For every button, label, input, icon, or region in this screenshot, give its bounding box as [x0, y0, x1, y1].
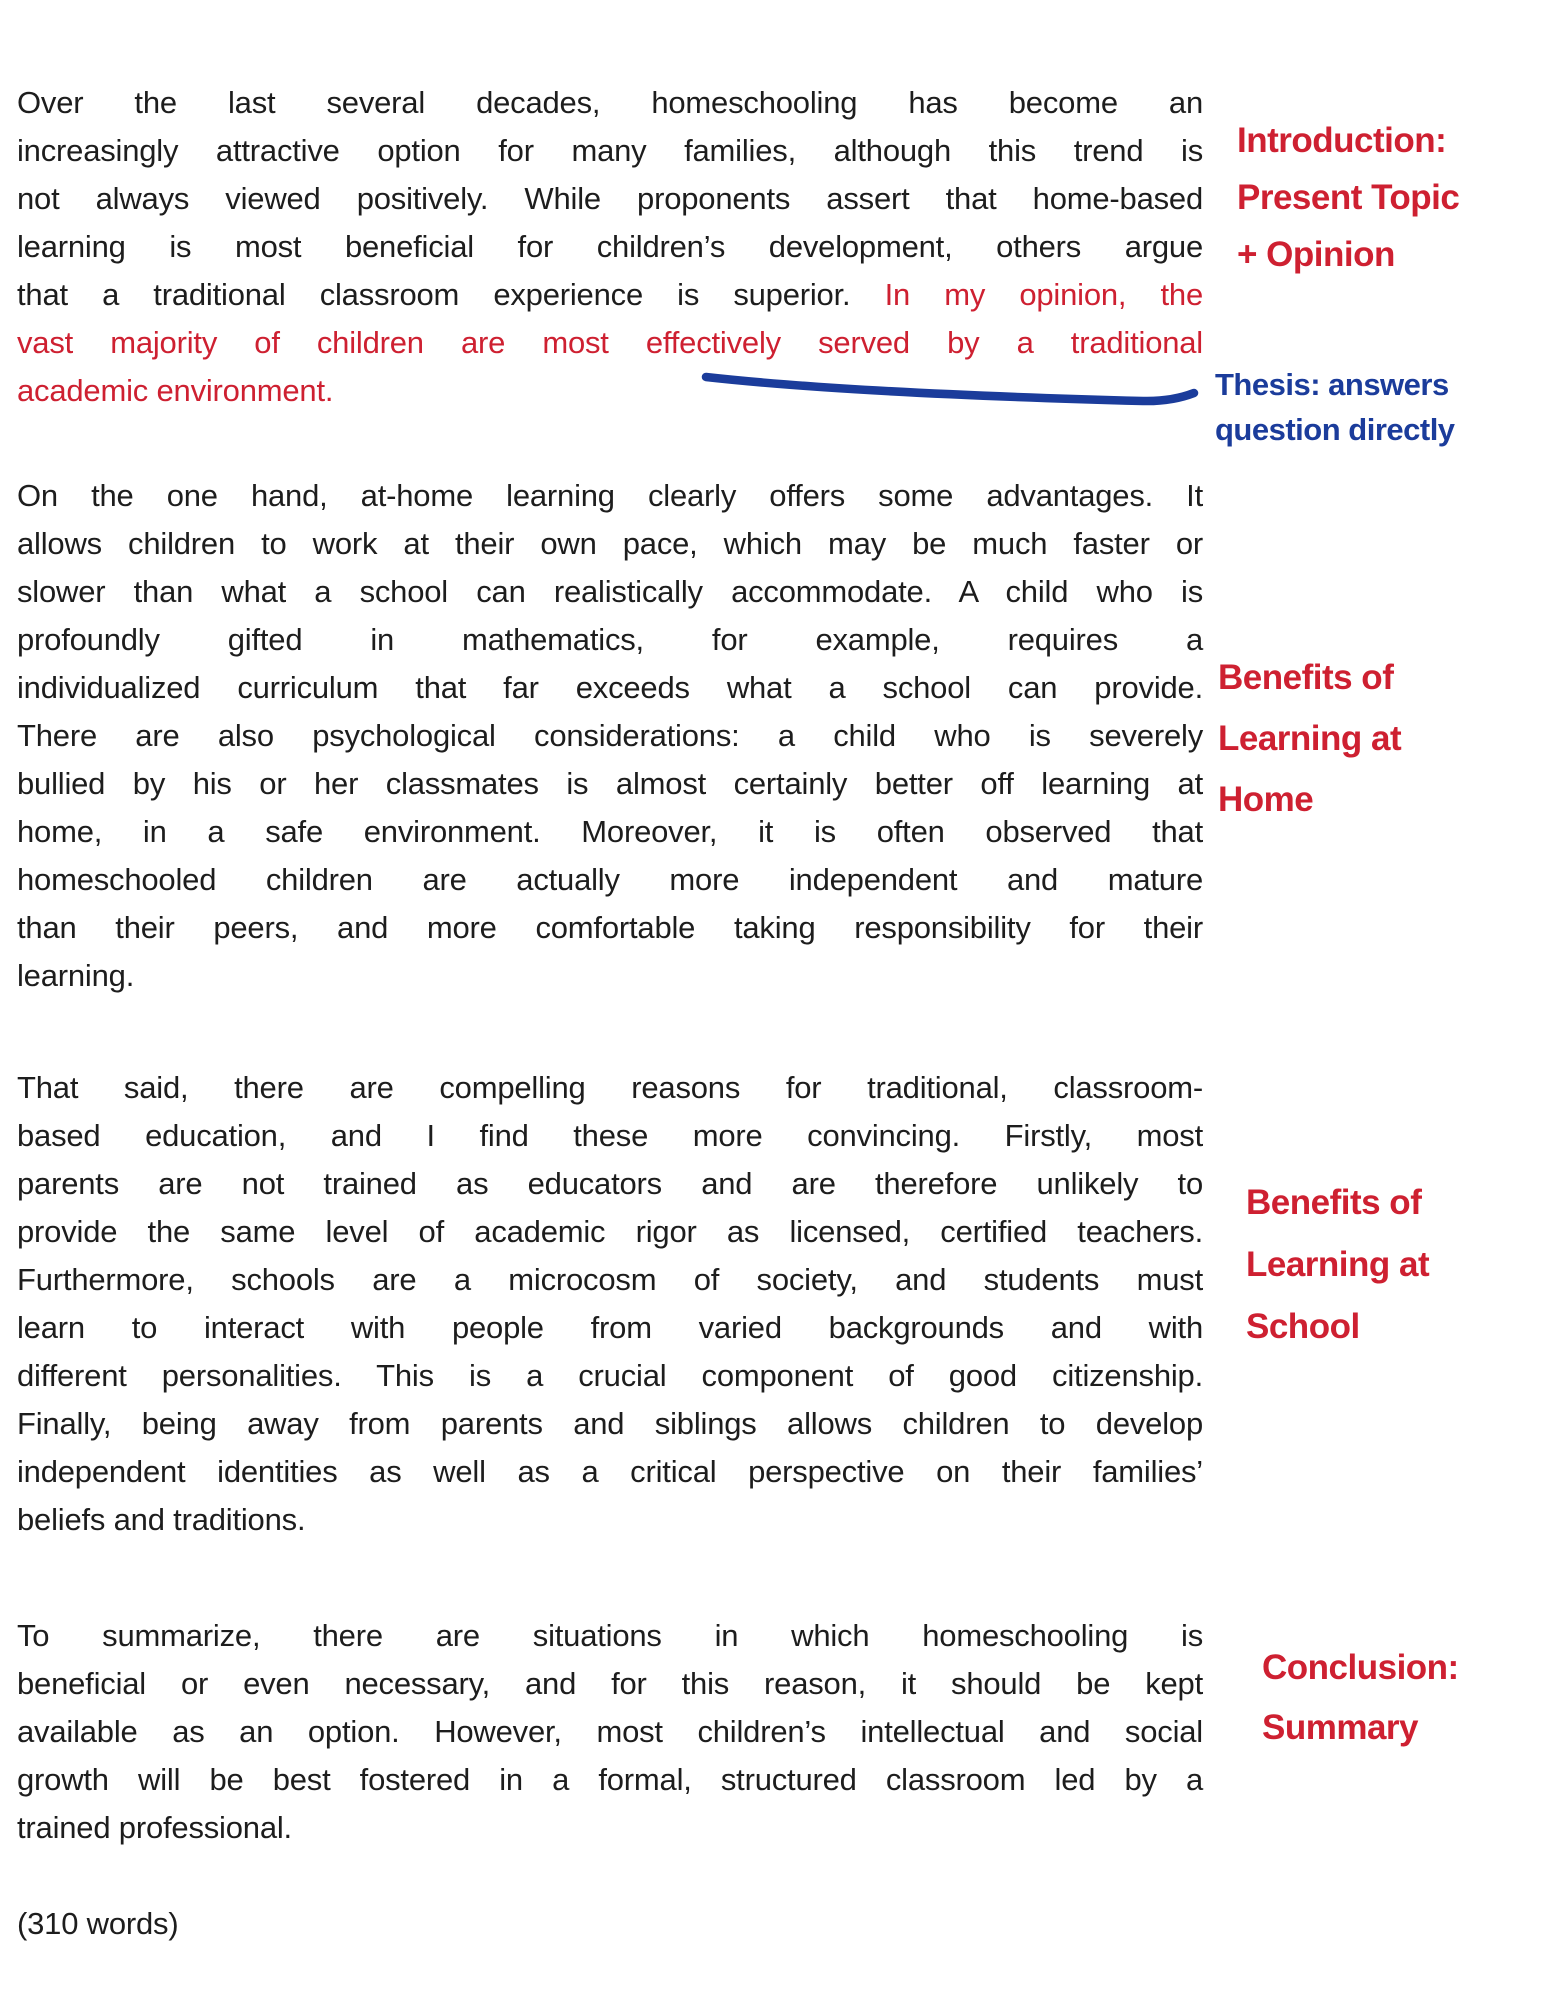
- essay-line: [17, 1756, 1203, 1804]
- essay-segment: provide the same level of academic rigor as licensed, certified teachers.: [17, 1214, 1203, 1249]
- essay-line: [17, 856, 1203, 904]
- essay-line: [17, 472, 1203, 520]
- essay-line: [17, 271, 1203, 319]
- essay-segment: learning.: [17, 958, 135, 993]
- essay-segment: growth will be best fostered in a formal, structured classroom led by a: [17, 1762, 1203, 1797]
- essay-line: [17, 808, 1203, 856]
- annotation-benefits-school: [1246, 1172, 1429, 1358]
- essay-line: [17, 1708, 1203, 1756]
- essay-segment: homeschooled children are actually more independent and mature: [17, 862, 1203, 897]
- essay-line: [17, 1612, 1203, 1660]
- essay-segment: available as an option. However, most children’s intellectual and social: [17, 1714, 1203, 1749]
- essay-line: [17, 616, 1203, 664]
- essay-line: [17, 712, 1203, 760]
- essay-segment: That said, there are compelling reasons for traditional, classroom-: [17, 1070, 1203, 1105]
- annotation-line: Present Topic: [1237, 178, 1460, 217]
- annotation-line: Benefits of: [1246, 1183, 1422, 1222]
- essay-line: [17, 664, 1203, 712]
- essay-line: [17, 1804, 1203, 1852]
- essay-paragraph: [17, 1612, 1203, 1852]
- essay-segment: trained professional.: [17, 1810, 292, 1845]
- essay-line: [17, 1496, 1203, 1544]
- annotation-line: Summary: [1262, 1708, 1419, 1747]
- annotation-line: Conclusion:: [1262, 1648, 1459, 1687]
- essay-line: [17, 1112, 1203, 1160]
- annotation-line: Learning at: [1218, 719, 1402, 758]
- essay-segment: home, in a safe environment. Moreover, it is often observed that: [17, 814, 1203, 849]
- annotation-line: School: [1246, 1307, 1360, 1346]
- essay-line: [17, 1304, 1203, 1352]
- essay-segment: allows children to work at their own pace, which may be much faster or: [17, 526, 1203, 561]
- essay-line: [17, 1160, 1203, 1208]
- annotation-line: Home: [1218, 780, 1314, 819]
- essay-segment: To summarize, there are situations in which homeschooling is: [17, 1618, 1203, 1653]
- essay-segment-thesis-highlight: vast majority of children are most effectively served by a traditional: [17, 325, 1203, 360]
- annotation-conclusion: [1262, 1638, 1459, 1758]
- annotation-line: Introduction:: [1237, 121, 1447, 160]
- annotation-thesis: [1215, 362, 1455, 452]
- annotation-introduction: [1237, 112, 1459, 283]
- essay-line: [17, 319, 1203, 367]
- essay-line: [17, 175, 1203, 223]
- essay-segment: Finally, being away from parents and siblings allows children to develop: [17, 1406, 1203, 1441]
- essay-line: [17, 1256, 1203, 1304]
- essay-line: [17, 952, 1203, 1000]
- essay-line: [17, 127, 1203, 175]
- essay-line: [17, 1660, 1203, 1708]
- essay-segment: not always viewed positively. While proponents assert that home-based: [17, 181, 1203, 216]
- annotation-benefits-home: [1218, 647, 1401, 830]
- essay-line: [17, 79, 1203, 127]
- essay-paragraph: [17, 79, 1203, 415]
- essay-line: [17, 1064, 1203, 1112]
- essay-paragraph: [17, 472, 1203, 1000]
- essay-segment: On the one hand, at-home learning clearly offers some advantages. It: [17, 478, 1203, 513]
- essay-segment: Furthermore, schools are a microcosm of society, and students must: [17, 1262, 1203, 1297]
- essay-segment: different personalities. This is a crucial component of good citizenship.: [17, 1358, 1203, 1393]
- essay-segment: individualized curriculum that far exceeds what a school can provide.: [17, 670, 1203, 705]
- essay-segment: beneficial or even necessary, and for this reason, it should be kept: [17, 1666, 1203, 1701]
- annotation-line: Thesis: answers: [1215, 367, 1449, 402]
- annotation-line: Benefits of: [1218, 658, 1394, 697]
- essay-line: [17, 367, 1203, 415]
- essay-line: [17, 1400, 1203, 1448]
- annotation-line: + Opinion: [1237, 235, 1395, 274]
- annotation-line: Learning at: [1246, 1245, 1430, 1284]
- essay-line: [17, 520, 1203, 568]
- essay-segment: learning is most beneficial for children’s development, others argue: [17, 229, 1203, 264]
- annotation-line: question directly: [1215, 412, 1455, 447]
- essay-line: [17, 1352, 1203, 1400]
- essay-segment: independent identities as well as a critical perspective on their families’: [17, 1454, 1203, 1489]
- essay-line: [17, 568, 1203, 616]
- essay-segment: beliefs and traditions.: [17, 1502, 306, 1537]
- essay-segment: based education, and I find these more convincing. Firstly, most: [17, 1118, 1203, 1153]
- essay-line: [17, 904, 1203, 952]
- essay-segment: than their peers, and more comfortable taking responsibility for their: [17, 910, 1203, 945]
- essay-segment: There are also psychological considerations: a child who is severely: [17, 718, 1203, 753]
- essay-line: [17, 1208, 1203, 1256]
- essay-segment: slower than what a school can realistically accommodate. A child who is: [17, 574, 1203, 609]
- essay-segment: that a traditional classroom experience is superior.: [17, 277, 851, 312]
- essay-segment: parents are not trained as educators and are therefore unlikely to: [17, 1166, 1203, 1201]
- essay-line: [17, 760, 1203, 808]
- essay-segment: Over the last several decades, homeschooling has become an: [17, 85, 1203, 120]
- essay-segment: increasingly attractive option for many families, although this trend is: [17, 133, 1203, 168]
- essay-segment: profoundly gifted in mathematics, for example, requires a: [17, 622, 1203, 657]
- essay-line: [17, 223, 1203, 271]
- essay-body: [17, 0, 1203, 2000]
- essay-segment-thesis-highlight: In my opinion, the: [850, 277, 1203, 312]
- essay-segment-thesis-highlight: academic environment.: [17, 373, 334, 408]
- word-count-note: (310 words): [17, 1906, 179, 1941]
- essay-paragraph: [17, 1064, 1203, 1544]
- essay-segment: bullied by his or her classmates is almost certainly better off learning at: [17, 766, 1203, 801]
- essay-segment: learn to interact with people from varied backgrounds and with: [17, 1310, 1203, 1345]
- essay-line: [17, 1448, 1203, 1496]
